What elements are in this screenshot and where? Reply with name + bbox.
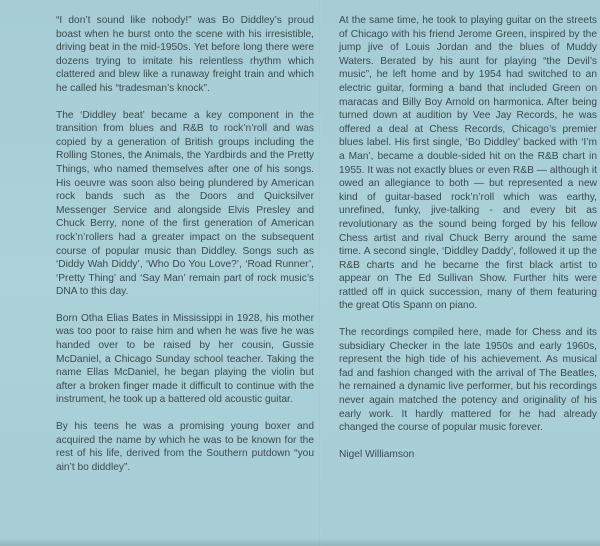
author-signature: Nigel Williamson — [339, 448, 415, 460]
paragraph: Born Otha Elias Bates in Mississippi in 1928, his mother was too poor to raise him and when he was five he was handed over to be raised by her cousin, Gussie McDaniel, a Chicago Sunday school teacher. Taking the name Ellas McDaniel, he began playing the violin but after a broken finger made it difficult to continue with the instrument, he took up a battered old acoustic guitar. — [56, 312, 314, 406]
page-fold — [319, 0, 321, 546]
paragraph: By his teens he was a promising young boxer and acquired the name by which he was to be known for the rest of his life, derived from the Southern putdown “you ain’t bo diddley”. — [56, 421, 314, 473]
right-column — [339, 14, 597, 474]
paragraph: At the same time, he took to playing guitar on the streets of Chicago with his friend Jerome Green, inspired by the jump jive of Louis Jordan and the blues of Muddy Waters. Berated by his aunt for playing “the Devil’s music”, he left home and by 1954 had switched to an electric guitar, forming a band that included Green on maracas and Billy Boy Arnold on harmonica. After being turned down at audition by Vee Jay Records, he was offered a deal at Chess Records, Chicago’s premier blues label. His first single, ‘Bo Diddley’ backed with ‘I’m a Man’, became a double-sided hit on the R&B chart in 1955. It was not exactly blues or even R&B — although it owed an allegiance to both — but represented a new kind of guitar-based rock’n’roll which was earthy, unrefined, funky, jive-talking - and every bit as revolutionary as the sound being forged by his fellow Chess artist and rival Chuck Berry around the same time. A second single, ‘Diddley Daddy’, followed it up the R&B charts and he became the first black artist to appear on The Ed Sullivan Show. Further hits were rattled off in quick succession, many of them featuring the great Otis Spann on piano. — [339, 15, 597, 312]
paragraph: The ‘Diddley beat’ became a key component in the transition from blues and R&B to rock’n’roll and was copied by a generation of British groups including the Rolling Stones, the Animals, the Yardbirds and the Pretty Things, who named themselves after one of his songs. His oeuvre was soon also being plundered by American rock bands such as the Doors and Quicksilver Messenger Service and alongside Elvis Presley and Chuck Berry, none of the first generation of American rock’n’rollers had a greater impact on the subsequent course of popular music than Diddley. Songs such as ‘Diddy Wah Diddy’, ‘Who Do You Love?’, ‘Road Runner’, ‘Pretty Thing’ and ‘Say Man’ remain part of rock music’s DNA to this day. — [56, 109, 314, 298]
left-column — [56, 14, 314, 487]
paragraph: The recordings compiled here, made for Chess and its subsidiary Checker in the late 1950s and early 1960s, represent the high tide of his achievement. As musical fad and fashion changed with the arrival of The Beatles, he remained a dynamic live performer, but his recordings never again matched the potency and originality of his early work. It hardly mattered for he had already changed the course of popular music forever. — [339, 327, 597, 434]
paragraph: “I don’t sound like nobody!” was Bo Diddley’s proud boast when he burst onto the scene with his irresistible, driving beat in the mid-1950s. Yet before long there were dozens trying to imitate his relentless rhythm which clattered and blew like a runaway freight train and which he called his “tradesman’s knock”. — [56, 15, 314, 94]
page-bottom-edge — [0, 538, 600, 546]
